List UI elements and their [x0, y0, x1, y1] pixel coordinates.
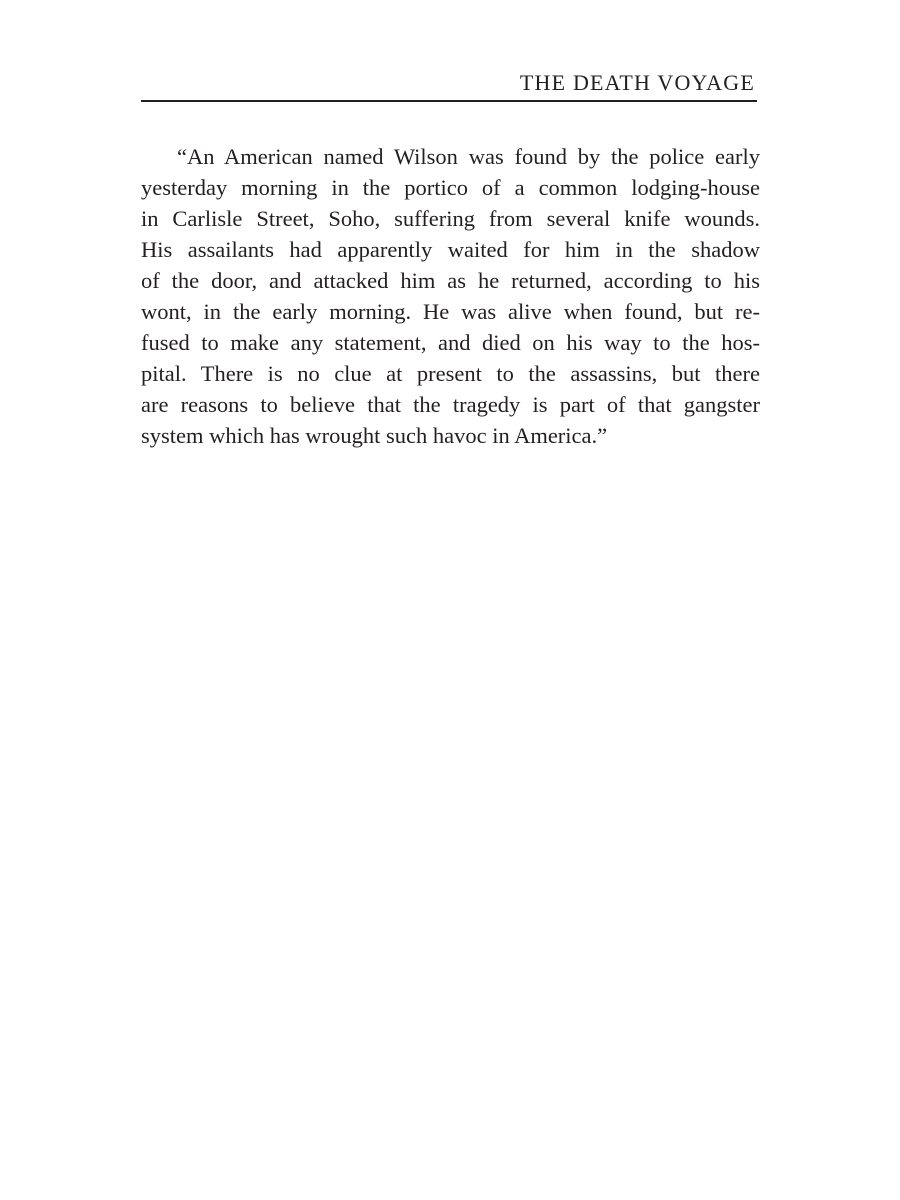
paragraph-line: fused to make any statement, and died on his way to the hos-	[141, 330, 760, 355]
paragraph-line: of the door, and attacked him as he returned, according to his	[141, 268, 760, 293]
paragraph-line: pital. There is no clue at present to the assassins, but there	[141, 361, 760, 386]
paragraph-line: His assailants had apparently waited for him in the shadow	[141, 237, 760, 262]
running-head-title: THE DEATH VOYAGE	[519, 70, 755, 95]
paragraph-line: in Carlisle Street, Soho, suffering from several knife wounds.	[141, 206, 760, 231]
paragraph-line: “An American named Wilson was found by the police early	[177, 144, 760, 169]
running-head	[141, 68, 757, 102]
body-paragraph	[141, 141, 760, 451]
paragraph-line: system which has wrought such havoc in America.”	[141, 423, 608, 448]
paragraph-line: yesterday morning in the portico of a common lodging-house	[141, 175, 760, 200]
paragraph-line: are reasons to believe that the tragedy is part of that gangster	[141, 392, 760, 417]
paragraph-line: wont, in the early morning. He was alive when found, but re-	[141, 299, 760, 324]
